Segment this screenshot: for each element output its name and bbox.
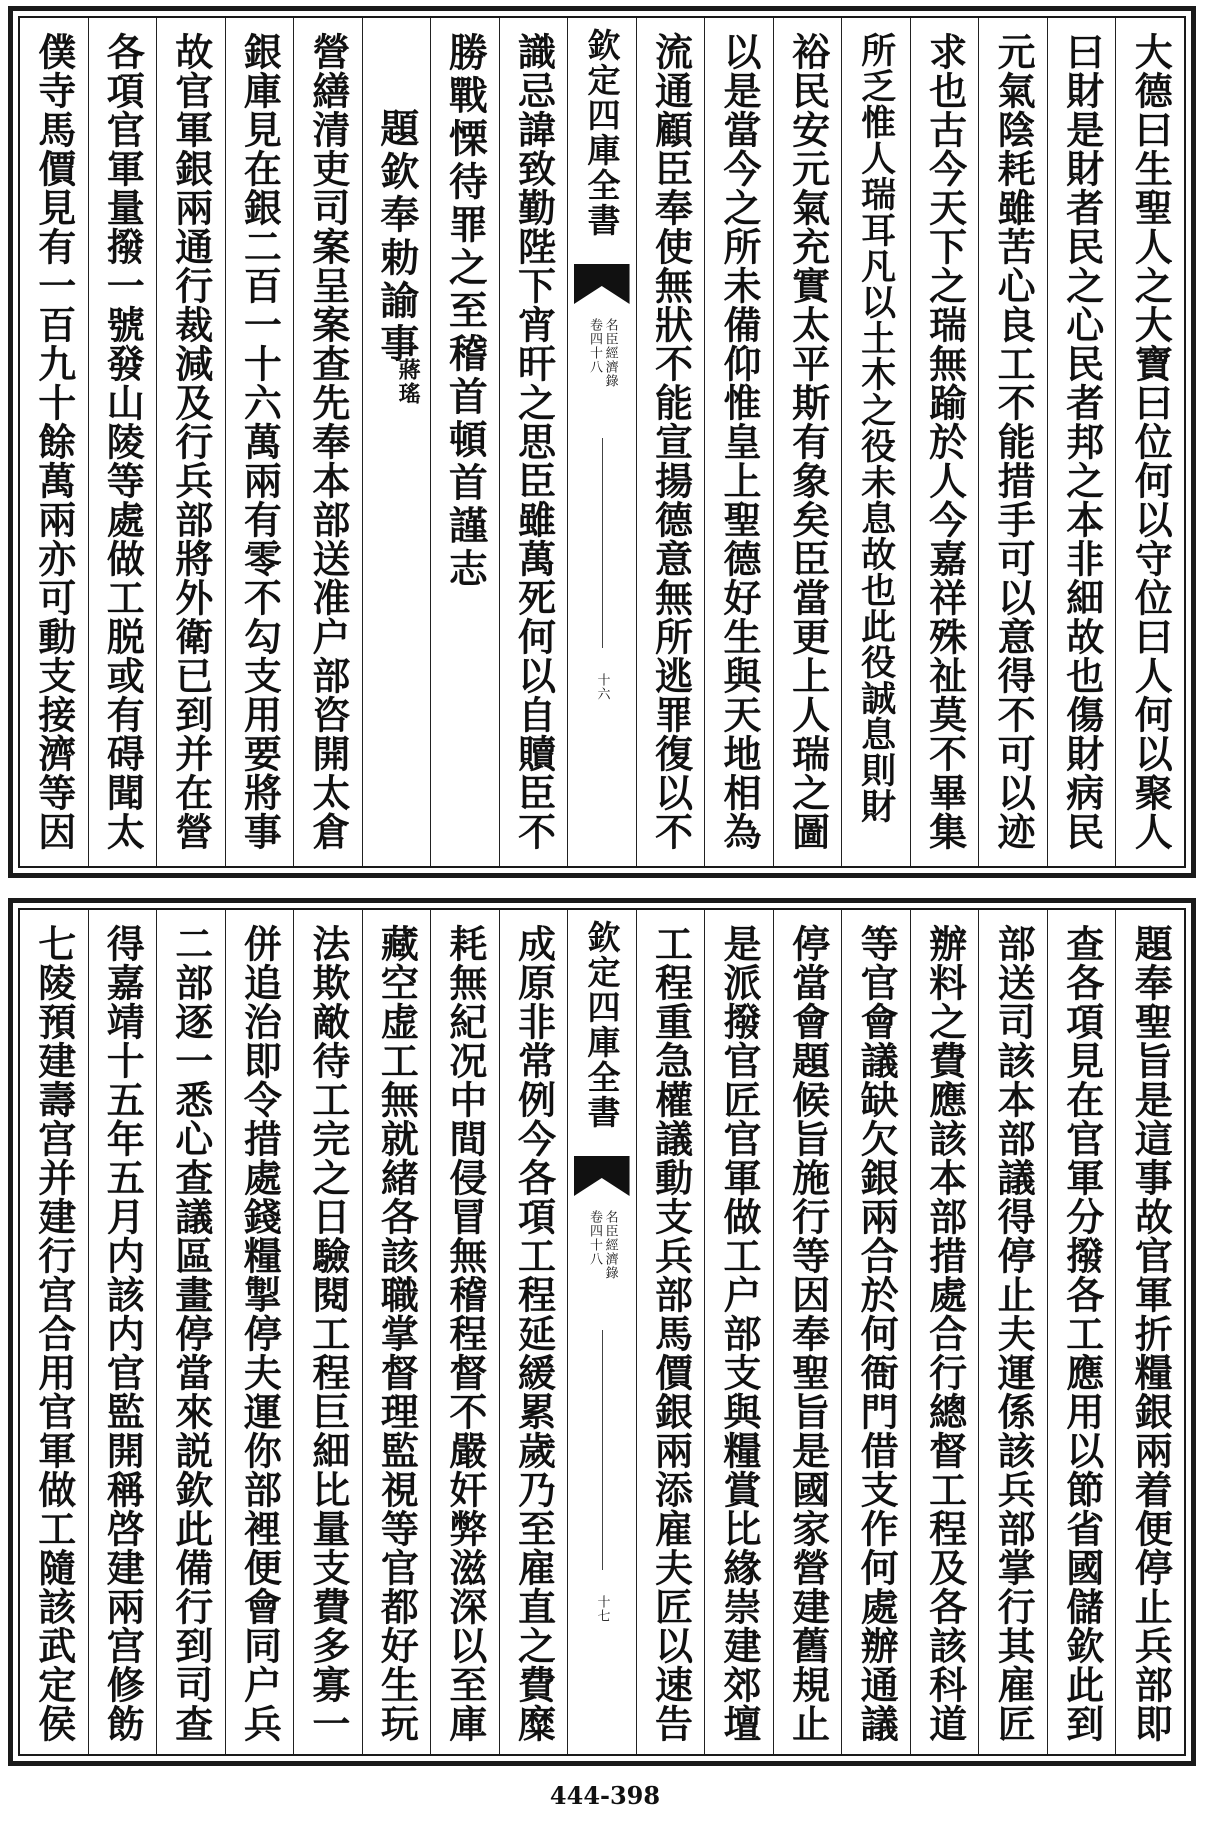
text-column xyxy=(1115,18,1184,866)
text-column xyxy=(1047,910,1116,1754)
text-column xyxy=(841,910,910,1754)
text-column xyxy=(430,910,499,1754)
column-text: 併追治即令措處錢糧掣停夫運你部裡便會同户兵 xyxy=(237,924,283,1743)
column-text: 裕民安元氣充實太平斯有象矣臣當更上人瑞之圖 xyxy=(785,32,831,851)
text-column xyxy=(773,910,842,1754)
author-name: 蔣瑤 xyxy=(395,358,422,406)
column-text: 停當會題候旨施行等因奉聖旨是國家營建舊規止 xyxy=(785,924,831,1743)
text-column xyxy=(225,910,294,1754)
folio-number: 十七 xyxy=(594,1595,610,1623)
column-text: 二部逐一悉心查議區畫停當來説欽此備行到司查 xyxy=(168,924,214,1743)
text-column xyxy=(499,910,568,1754)
text-column xyxy=(225,18,294,866)
column-text: 以是當今之所未備仰惟皇上聖德好生與天地相為 xyxy=(717,32,763,851)
column-text: 銀庫見在銀二百一十六萬兩有零不勾支用要將事 xyxy=(237,32,283,851)
column-text: 耗無紀况中間侵冒無稽程督不嚴奸弊滋深以至庫 xyxy=(442,924,488,1743)
column-text: 大德曰生聖人之大寶曰位何以守位曰人何以聚人 xyxy=(1128,32,1174,851)
fishtail-mark xyxy=(574,264,630,304)
column-text: 成原非常例今各項工程延緩累歲乃至雇直之費糜 xyxy=(511,924,557,1743)
column-text: 等官會議缺欠銀兩合於何衙門借支作何處辦通議 xyxy=(854,924,900,1743)
text-column xyxy=(293,910,362,1754)
article-title: 題欽奉勅諭事 xyxy=(373,108,420,366)
text-column xyxy=(156,910,225,1754)
volume-info: 名臣經濟錄 卷四十八 xyxy=(586,318,618,388)
column-text: 法欺敵待工完之日驗閱工程巨細比量支費多寡一 xyxy=(305,924,351,1743)
text-column xyxy=(1047,18,1116,866)
text-column xyxy=(773,18,842,866)
column-text: 流通顧臣奉使無狀不能宣揚德意無所逃罪復以不 xyxy=(648,32,694,851)
center-fold xyxy=(567,18,636,866)
folio-number: 十六 xyxy=(594,673,610,701)
text-column xyxy=(704,18,773,866)
column-text: 藏空虚工無就緒各該職掌督理監視等官都好生玩 xyxy=(374,924,420,1743)
column-text: 各項官軍量撥一號發山陵等處做工脱或有碍聞太 xyxy=(100,32,146,851)
text-column xyxy=(499,18,568,866)
text-column xyxy=(362,910,431,1754)
text-column xyxy=(156,18,225,866)
text-column xyxy=(20,18,88,866)
fold-rule xyxy=(602,438,603,648)
text-column xyxy=(88,18,157,866)
top-page xyxy=(8,6,1196,878)
text-column xyxy=(430,18,499,866)
title-column xyxy=(362,18,431,866)
bottom-page-columns xyxy=(20,910,1184,1754)
text-column xyxy=(88,910,157,1754)
fishtail-mark xyxy=(574,1156,630,1196)
column-text: 部送司該本部議得停止夫運係該兵部掌行其雇匠 xyxy=(991,924,1037,1743)
column-text: 營繕清吏司案呈案查先奉本部送准户部咨開太倉 xyxy=(305,32,351,851)
text-column xyxy=(841,18,910,866)
center-fold xyxy=(567,910,636,1754)
text-column xyxy=(636,18,705,866)
column-text: 得嘉靖十五年五月内該内官監開稱啓建兩宫修飭 xyxy=(100,924,146,1743)
column-text: 題奉聖旨是這事故官軍折糧銀兩着便停止兵部即 xyxy=(1128,924,1174,1743)
column-text: 七陵預建壽宫并建行宫合用官軍做工隨該武定侯 xyxy=(31,924,77,1743)
text-column xyxy=(636,910,705,1754)
fold-rule xyxy=(602,1330,603,1570)
page-number: 444-398 xyxy=(549,1781,661,1810)
volume-info: 名臣經濟錄 卷四十八 xyxy=(586,1210,618,1280)
book-name: 欽定四庫全書 xyxy=(582,920,622,1130)
text-column xyxy=(704,910,773,1754)
text-column xyxy=(910,18,979,866)
column-text: 元氣陰耗雖苦心良工不能措手可以意得不可以迹 xyxy=(991,32,1037,851)
text-column xyxy=(978,18,1047,866)
column-text: 勝戰慄待罪之至稽首頓首謹志 xyxy=(442,32,489,591)
bottom-page-frame xyxy=(18,908,1186,1756)
top-page-columns xyxy=(20,18,1184,866)
column-text: 求也古今天下之瑞無踰於人今嘉祥殊祉莫不畢集 xyxy=(922,32,968,851)
text-column xyxy=(1115,910,1184,1754)
text-column xyxy=(978,910,1047,1754)
column-text: 辦料之費應該本部措處合行總督工程及各該科道 xyxy=(922,924,968,1743)
text-column xyxy=(20,910,88,1754)
text-column xyxy=(910,910,979,1754)
bottom-page xyxy=(8,898,1196,1766)
column-text: 曰財是財者民之心民者邦之本非細故也傷財病民 xyxy=(1059,32,1105,851)
text-column xyxy=(293,18,362,866)
column-text: 僕寺馬價見有一百九十餘萬兩亦可動支接濟等因 xyxy=(31,32,77,851)
column-text: 識忌諱致勤陛下宵旰之思臣雖萬死何以自贖臣不 xyxy=(511,32,557,851)
column-text: 所乏惟人瑞耳凡以土木之役未息故也此役誠息則財 xyxy=(855,32,897,824)
column-text: 是派撥官匠官軍做工户部支與糧賞比緣崇建郊壇 xyxy=(717,924,763,1743)
book-name: 欽定四庫全書 xyxy=(582,28,622,238)
column-text: 查各項見在官軍分撥各工應用以節省國儲欽此到 xyxy=(1059,924,1105,1743)
column-text: 故官軍銀兩通行裁減及行兵部將外衛已到并在營 xyxy=(168,32,214,851)
column-text: 工程重急權議動支兵部馬價銀兩添雇夫匠以速告 xyxy=(648,924,694,1743)
top-page-frame xyxy=(18,16,1186,868)
